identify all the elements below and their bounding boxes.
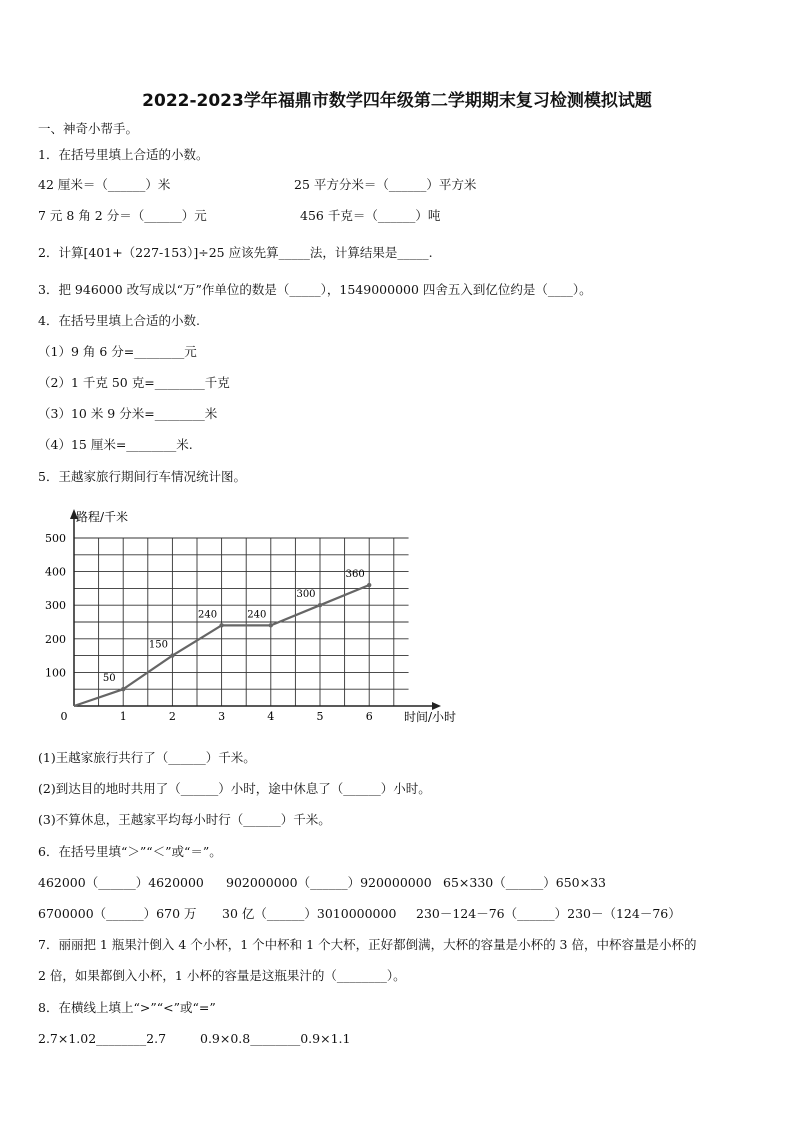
question-4-item: （1）9 角 6 分=________元 (38, 344, 197, 359)
question-4-item: （4）15 厘米=________米. (38, 437, 193, 452)
question-6-item: 6700000（______）670 万 (38, 906, 197, 921)
question-4-item: （2）1 千克 50 克=________千克 (38, 375, 230, 390)
question-1-stem: 1．在括号里填上合适的小数。 (38, 147, 209, 162)
chart-grid (74, 538, 409, 706)
y-tick-label: 200 (45, 632, 66, 646)
travel-line-chart (36, 505, 476, 730)
question-6-stem: 6．在括号里填“＞”“＜”或“＝”。 (38, 844, 222, 859)
question-3: 3．把 946000 改写成以“万”作单位的数是（_____），1549000000 四舍五入到亿位约是（____）。 (38, 282, 592, 297)
data-label: 300 (296, 589, 316, 601)
y-tick-label: 300 (45, 599, 66, 613)
question-4-stem: 4．在括号里填上合适的小数. (38, 313, 200, 328)
question-8b: 0.9×0.8________0.9×1.1 (200, 1031, 351, 1046)
question-7-line1: 7．丽丽把 1 瓶果汁倒入 4 个小杯，1 个中杯和 1 个大杯，正好都倒满，大杯的容量是小杯的 3 倍，中杯容量是小杯的 (38, 937, 697, 952)
question-6-item: 462000（______）4620000 (38, 875, 204, 890)
data-label: 50 (102, 673, 116, 685)
y-axis-label: 路程/千米 (76, 510, 129, 524)
data-label: 360 (345, 569, 365, 581)
section-heading: 一、神奇小帮手。 (38, 121, 139, 136)
question-6-item: 30 亿（______）3010000000 (222, 906, 397, 921)
data-label: 240 (247, 609, 267, 621)
question-4-item: （3）10 米 9 分米=________米 (38, 406, 218, 421)
data-label: 240 (198, 609, 218, 621)
y-tick-label: 500 (45, 532, 66, 545)
question-8-stem: 8．在横线上填上“>”“<”或“=” (38, 1000, 216, 1015)
data-point (121, 687, 125, 691)
question-6-item: 65×330（______）650×33 (443, 875, 606, 890)
question-5-sub1: (1)王越家旅行共行了（______）千米。 (38, 750, 256, 765)
question-1d: 456 千克＝（______）吨 (300, 208, 441, 223)
question-5-sub3: (3)不算休息，王越家平均每小时行（______）千米。 (38, 812, 331, 827)
x-tick-label: 3 (218, 710, 226, 723)
chart-ticks (45, 532, 373, 723)
question-5-stem: 5．王越家旅行期间行车情况统计图。 (38, 469, 246, 484)
question-6-item: 902000000（______）920000000 (226, 875, 432, 890)
question-5-sub2: (2)到达目的地时共用了（______）小时，途中休息了（______）小时。 (38, 781, 431, 796)
question-1b: 25 平方分米＝（______）平方米 (294, 177, 477, 192)
question-1c: 7 元 8 角 2 分＝（______）元 (38, 208, 207, 223)
question-1a: 42 厘米＝（______）米 (38, 177, 171, 192)
x-axis-arrow (432, 702, 441, 710)
question-7-line2: 2 倍，如果都倒入小杯，1 小杯的容量是这瓶果汁的（________）。 (38, 968, 406, 983)
x-tick-label: 0 (60, 710, 68, 723)
data-point (367, 583, 371, 587)
x-tick-label: 2 (168, 710, 176, 723)
question-2: 2．计算[401+（227-153）]÷25 应该先算_____法，计算结果是_____. (38, 245, 433, 260)
question-6-item: 230－124－76（______）230－（124－76） (416, 906, 681, 921)
data-point (318, 603, 322, 607)
page-title: 2022-2023学年福鼎市数学四年级第二学期期末复习检测模拟试题 (142, 91, 652, 111)
data-point (219, 623, 223, 627)
data-label: 150 (148, 639, 168, 651)
x-tick-label: 4 (267, 710, 275, 723)
x-tick-label: 6 (365, 710, 373, 723)
y-tick-label: 400 (45, 565, 66, 579)
question-8a: 2.7×1.02________2.7 (38, 1031, 167, 1046)
data-point (170, 653, 174, 657)
chart-series (74, 569, 371, 706)
y-tick-label: 100 (45, 666, 66, 680)
data-point (269, 623, 273, 627)
x-tick-label: 1 (119, 710, 127, 723)
x-axis-label: 时间/小时 (404, 710, 457, 724)
x-tick-label: 5 (316, 710, 324, 723)
